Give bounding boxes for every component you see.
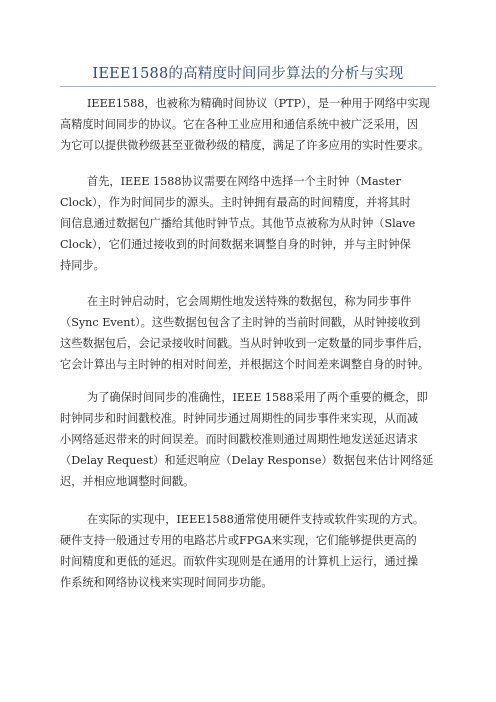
paragraph-line: 首先，IEEE 1588协议需要在网络中选择一个主时钟（Master [87, 175, 401, 188]
paragraph-3 [60, 291, 444, 375]
paragraph-line: 为它可以提供微秒级甚至亚微秒级的精度，满足了许多应用的实时性要求。 [60, 139, 430, 152]
paragraph-line: Clock），作为时间同步的源头。主时钟拥有最高的时间精度，并将其时 [60, 196, 411, 209]
title-underline [60, 86, 436, 87]
paragraph-line: 高精度时间同步的协议。它在各种工业应用和通信系统中被广泛采用，因 [60, 118, 419, 131]
paragraph-line: 小网络延迟带来的时间误差。而时间戳校准则通过周期性地发送延迟请求 [60, 433, 419, 446]
paragraph-4 [60, 387, 444, 492]
paragraph-line: 持同步。 [60, 259, 105, 272]
paragraph-2 [60, 171, 444, 276]
paragraph-5 [60, 509, 444, 593]
paragraph-line: 时钟同步和时间戳校准。时钟同步通过周期性的同步事件来实现，从而减 [60, 412, 419, 425]
paragraph-line: 迟，并相应地调整时间戳。 [60, 475, 195, 488]
paragraph-line: 在主时钟启动时，它会周期性地发送特殊的数据包，称为同步事件 [87, 295, 412, 308]
paragraph-line: Clock），它们通过接收到的时间数据来调整自身的时钟，并与主时钟保 [60, 238, 411, 251]
paragraph-line: 在实际的实现中，IEEE1588通常使用硬件支持或软件实现的方式。 [87, 513, 425, 526]
paragraph-line: 硬件支持一般通过专用的电路芯片或FPGA来实现，它们能够提供更高的 [60, 534, 417, 547]
paragraph-line: （Delay Request）和延迟响应（Delay Response）数据包来估计网络延 [60, 454, 434, 467]
paragraph-1 [60, 93, 444, 156]
paragraph-line: 时间精度和更低的延迟。而软件实现则是在通用的计算机上运行，通过操 [60, 555, 419, 568]
paragraph-line: 为了确保时间同步的准确性，IEEE 1588采用了两个重要的概念，即 [87, 391, 428, 404]
paragraph-line: （Sync Event）。这些数据包包含了主时钟的当前时间戳，从时钟接收到 [60, 316, 421, 329]
paragraph-line: 这些数据包后，会记录接收时间戳。当从时钟收到一定数量的同步事件后， [60, 337, 430, 350]
paragraph-line: 间信息通过数据包广播给其他时钟节点。其他节点被称为从时钟（Slave [60, 217, 416, 230]
paragraph-line: 它会计算出与主时钟的相对时间差，并根据这个时间差来调整自身的时钟。 [60, 358, 430, 371]
paragraph-line: 作系统和网络协议栈来实现时间同步功能。 [60, 576, 273, 589]
document-title: IEEE1588的高精度时间同步算法的分析与实现 [92, 66, 404, 82]
paragraph-line: IEEE1588，也被称为精确时间协议（PTP），是一种用于网络中实现 [87, 97, 430, 110]
